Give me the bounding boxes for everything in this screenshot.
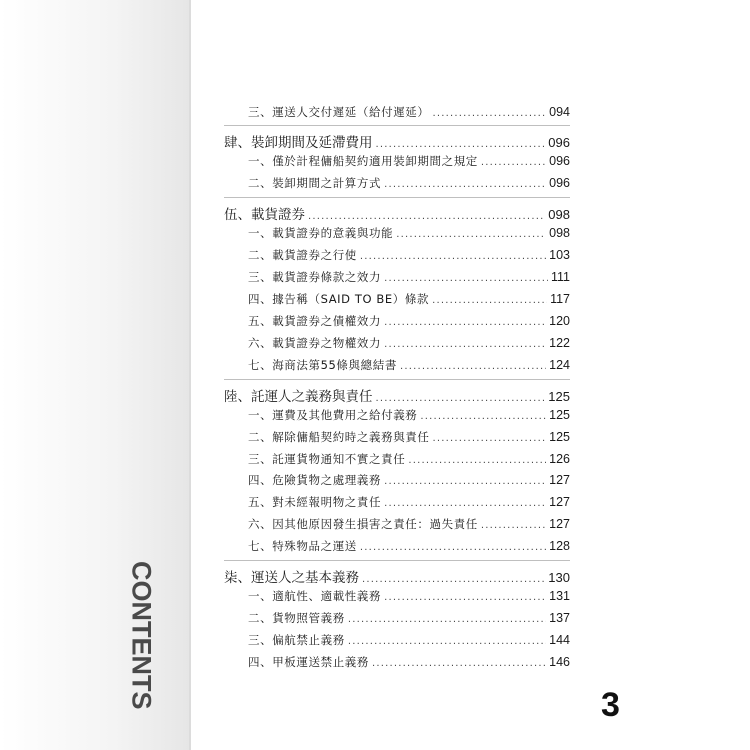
- toc-section-entry: [224, 566, 570, 586]
- toc-entry-page: 125: [549, 430, 570, 444]
- dot-leader: [372, 658, 546, 669]
- toc-subsection-entry: [248, 357, 570, 373]
- toc-section-entry: [224, 385, 570, 405]
- dot-leader: [362, 574, 545, 585]
- toc-entry-page: 128: [549, 539, 570, 553]
- toc-entry-page: 127: [549, 517, 570, 531]
- toc-subsection-entry: [248, 588, 570, 604]
- toc-entry-page: 137: [549, 611, 570, 625]
- toc-entry-label: 五、載貨證券之債權效力: [248, 314, 382, 328]
- toc-entry-page: 122: [549, 336, 570, 350]
- toc-entry-label: 伍、載貨證券: [224, 207, 305, 223]
- toc-subsection-entry: [248, 269, 570, 285]
- dot-leader: [360, 251, 546, 262]
- dot-leader: [348, 636, 546, 647]
- dot-leader: [360, 542, 546, 553]
- toc-subsection-entry: [248, 407, 570, 423]
- dot-leader: [420, 411, 546, 422]
- toc-subsection-entry: [248, 335, 570, 351]
- toc-entry-label: 四、危險貨物之處理義務: [248, 473, 382, 487]
- toc-entry-label: 三、運送人交付遲延（給付遲延）: [248, 105, 430, 119]
- dot-leader: [481, 520, 546, 531]
- toc-entry-label: 三、偏航禁止義務: [248, 633, 345, 647]
- dot-leader: [384, 476, 546, 487]
- toc-entry-label: 柒、運送人之基本義務: [224, 570, 359, 586]
- dot-leader: [400, 361, 546, 372]
- dot-leader: [308, 211, 545, 222]
- dot-leader: [432, 295, 547, 306]
- toc-subsection-entry: [248, 291, 570, 307]
- toc-section-entry: [224, 131, 570, 151]
- toc-entry-page: 120: [549, 314, 570, 328]
- dot-leader: [384, 179, 546, 190]
- toc-entry-page: 103: [549, 248, 570, 262]
- toc-subsection-entry: [248, 451, 570, 467]
- toc-entry-page: 096: [548, 135, 570, 150]
- toc-entry-label: 一、適航性、適載性義務: [248, 589, 382, 603]
- section-divider: [224, 379, 570, 380]
- toc-subsection-entry: [248, 472, 570, 488]
- toc-subsection-entry: [248, 225, 570, 241]
- toc-entry-label: 二、貨物照管義務: [248, 611, 345, 625]
- toc-entry-page: 098: [548, 207, 570, 222]
- dot-leader: [348, 614, 546, 625]
- toc-entry-label: 二、解除傭船契約時之義務與責任: [248, 430, 430, 444]
- toc-entry-page: 126: [549, 452, 570, 466]
- toc-subsection-entry: [248, 247, 570, 263]
- page-number: 3: [601, 686, 620, 724]
- toc-entry-label: 七、特殊物品之運送: [248, 539, 357, 553]
- toc-entry-label: 四、據告稱（SAID TO BE）條款: [248, 292, 430, 306]
- section-divider: [224, 125, 570, 126]
- toc-entry-page: 094: [549, 105, 570, 119]
- toc-subsection-entry: [248, 516, 570, 532]
- toc-section-entry: [224, 203, 570, 223]
- dot-leader: [408, 455, 546, 466]
- toc-entry-page: 117: [550, 292, 570, 306]
- toc-entry-label: 三、載貨證券條款之效力: [248, 270, 382, 284]
- toc-entry-page: 125: [548, 389, 570, 404]
- section-divider: [224, 197, 570, 198]
- contents-label-text: CONTENTS: [126, 560, 157, 710]
- toc-entry-page: 127: [549, 473, 570, 487]
- toc-subsection-entry: [248, 429, 570, 445]
- toc-entry-page: 130: [548, 570, 570, 585]
- dot-leader: [384, 273, 548, 284]
- toc-entry-label: 三、託運貨物通知不實之責任: [248, 452, 406, 466]
- toc-entry-label: 肆、裝卸期間及延滯費用: [224, 135, 373, 151]
- toc-entry-label: 五、對未經報明物之責任: [248, 495, 382, 509]
- dot-leader: [376, 139, 546, 150]
- toc-subsection-entry: [248, 654, 570, 670]
- dot-leader: [384, 592, 546, 603]
- toc-entry-page: 111: [550, 270, 570, 284]
- toc-subsection-entry: [248, 494, 570, 510]
- toc-subsection-entry: [248, 610, 570, 626]
- toc-entry-label: 四、甲板運送禁止義務: [248, 655, 369, 669]
- toc-subsection-entry: [248, 632, 570, 648]
- section-divider: [224, 560, 570, 561]
- toc-subsection-entry: [248, 104, 570, 120]
- toc-entry-page: 125: [549, 408, 570, 422]
- toc-entry-label: 二、裝卸期間之計算方式: [248, 176, 382, 190]
- toc-entry-label: 二、載貨證券之行使: [248, 248, 357, 262]
- toc-entry-page: 146: [549, 655, 570, 669]
- dot-leader: [376, 393, 546, 404]
- toc-entry-page: 144: [549, 633, 570, 647]
- toc-entry-page: 127: [549, 495, 570, 509]
- toc-entry-page: 124: [549, 358, 570, 372]
- dot-leader: [433, 108, 547, 119]
- dot-leader: [481, 157, 546, 168]
- toc-entry-page: 096: [549, 154, 570, 168]
- toc-entry-label: 六、因其他原因發生損害之責任：過失責任: [248, 517, 478, 531]
- toc-subsection-entry: [248, 313, 570, 329]
- toc-subsection-entry: [248, 538, 570, 554]
- toc-entry-label: 一、運費及其他費用之給付義務: [248, 408, 418, 422]
- dot-leader: [396, 229, 546, 240]
- dot-leader: [433, 433, 547, 444]
- toc-entry-label: 六、載貨證券之物權效力: [248, 336, 382, 350]
- toc-entry-page: 131: [549, 589, 570, 603]
- toc-entry-label: 七、海商法第55條與總結書: [248, 358, 397, 372]
- toc-entry-label: 一、僅於計程傭船契約適用裝卸期間之規定: [248, 154, 478, 168]
- toc-entry-page: 098: [549, 226, 570, 240]
- dot-leader: [384, 498, 546, 509]
- toc-entry-label: 陸、託運人之義務與責任: [224, 389, 373, 405]
- dot-leader: [384, 339, 546, 350]
- toc-subsection-entry: [248, 153, 570, 169]
- toc-entry-page: 096: [549, 176, 570, 190]
- toc-entry-label: 一、載貨證券的意義與功能: [248, 226, 394, 240]
- toc-subsection-entry: [248, 175, 570, 191]
- dot-leader: [384, 317, 546, 328]
